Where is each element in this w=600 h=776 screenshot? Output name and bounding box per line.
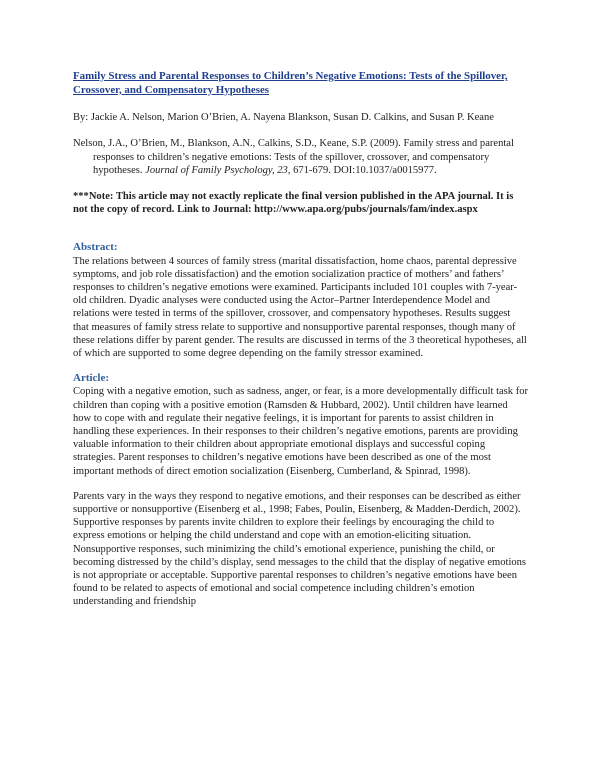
citation: [73, 137, 528, 177]
article-paragraph-1: Coping with a negative emotion, such as sadness, anger, or fear, is a more developmentally difficult task for children than coping with a positive emotion (Ramsden & Hubbard, 2002). Until children have learned how to cope with and regulate their negative feelings, it is important for parents to assist children in handling these experiences. In their responses to their children’s negative emotions, parents are providing valuable information to their children about appropriate emotional displays and successful coping strategies. Parent responses to children’s negative emotions have been described as one of the most important methods of direct emotion socialization (Eisenberg, Cumberland, & Spinrad, 1998).: [73, 386, 528, 477]
article-paragraph-2: Parents vary in the ways they respond to negative emotions, and their responses can be described as either supportive or nonsupportive (Eisenberg et al., 1998; Fabes, Poulin, Eisenberg, & Madden-Derdich, 2002). Supportive responses by parents invite children to explore their feelings by encouraging the child to express emotions or helping the child understand and cope with an emotion-eliciting situation. Nonsupportive responses, such minimizing the child’s emotional experience, punishing the child, or becoming distressed by the child’s display, send messages to the child that the display of negative emotions is not appropriate or acceptable. Supportive parental responses to children’s negative emotions have been found to be related to aspects of emotional and social competence including children’s emotion understanding and friendship: [73, 490, 527, 608]
citation-journal: Journal of Family Psychology, 23: [145, 164, 288, 176]
article-heading: Article:: [73, 372, 110, 385]
abstract-text: The relations between 4 sources of family stress (marital dissatisfaction, home chaos, parental depressive symptoms, and job role dissatisfaction) and the emotion socialization practice of mothers’ and fathers’ responses to children’s negative emotions were examined. Participants included 101 couples with 7-year-old children. Dyadic analyses were conducted using the Actor–Partner Interdependence Model and relations were tested in terms of the spillover, crossover, and compensatory hypotheses. Results suggest that measures of family stress relate to supportive and nonsupportive parental responses, though many of these relations differ by parent gender. The results are discussed in terms of the 3 theoretical hypotheses, all of which are supported to some degree depending on the family stressor examined.: [73, 255, 527, 360]
citation-text: Nelson, J.A., O’Brien, M., Blankson, A.N., Calkins, S.D., Keane, S.P. (2009). Family stress and parental responses to children’s negative emotions: Tests of the spillover, crossover, and compensatory hypotheses.: [73, 138, 514, 176]
authors-line: By: Jackie A. Nelson, Marion O’Brien, A. Nayena Blankson, Susan D. Calkins, and Susan P. Keane: [73, 112, 494, 124]
article-title-link[interactable]: Family Stress and Parental Responses to Children’s Negative Emotions: Tests of the Spillover, Crossover, and Compensatory Hypotheses: [73, 70, 508, 96]
citation-pages-doi: , 671-679. DOI:10.1037/a0015977.: [287, 164, 437, 176]
document-content: [73, 70, 528, 621]
abstract-heading: Abstract:: [73, 241, 118, 254]
copy-of-record-note: ***Note: This article may not exactly replicate the final version published in the APA journal. It is not the copy of record. Link to Journal: http://www.apa.org/pubs/journals/fam/index.aspx: [73, 191, 514, 216]
